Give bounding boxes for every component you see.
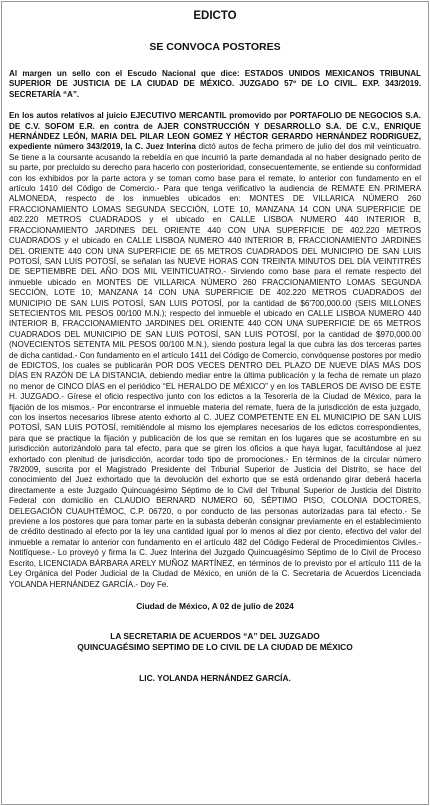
seal-paragraph: Al margen un sello con el Escudo Nacional que dice: ESTADOS UNIDOS MEXICANOS TRIBUNAL SUPERIOR DE JUSTICIA DE LA CIUDAD DE MÉXICO. JUZGADO 57º DE LO CIVIL. EXP. 343/2019. SECRETARÍA “A”. <box>9 69 421 99</box>
signatory-name: LIC. YOLANDA HERNÁNDEZ GARCÍA. <box>139 672 291 683</box>
issue-date: Ciudad de México, A 02 de julio de 2024 <box>136 600 294 611</box>
signature-title-line-1: LA SECRETARIA DE ACUERDOS “A” DEL JUZGADO <box>110 630 320 641</box>
case-parties: En los autos relativos al juicio EJECUTIVO MERCANTIL promovido por PORTAFOLIO DE NEGOCIOS S.A. DE C.V. SOFOM E.R. en contra de AJER CONSTRUCCIÓN Y DESARROLLO S.A. DE C.V., ENRIQUE HERNÁNDEZ LEÓN, MARIA DEL PILAR LEON GOMEZ Y HÉCTOR GERARDO HERNÁNDEZ RODRIGUEZ, expediente número 343/2019, la C. Juez Interina <box>9 111 421 152</box>
page-subtitle: SE CONVOCA POSTORES <box>149 41 281 53</box>
signature-title-line-2: QUINCUAGÉSIMO SEPTIMO DE LO CIVIL DE LA CIUDAD DE MÉXICO <box>77 641 353 652</box>
body-text: dictó autos de fecha primero de julio del dos mil veinticuatro. Se tiene a la coursante acusando la rebeldía en que incurrió la parte demandada al no haber designado perito de su parte, por precluido su derecho para hacerlo con posterioridad, consecuentemente, se entiende su conformidad con los exhibidos por la parte actora y se toman como base para el remate, lo anterior con fundamento en el artículo 1410 del Código de Comercio.- Para que tenga verificativo la audiencia de REMATE EN PRIMERA ALMONEDA, respecto de los inmuebles ubicados en: MONTES DE VILLARICA NÚMERO 260 FRACCIONAMIENTO LOMAS SEGUNDA SECCIÓN, LOTE 10, MANZANA 14 CON UNA SUPERFICIE DE 402.220 METROS CUADRADOS y el ubicado en CALLE LISBOA NUMERO 440 INTERIOR B, FRACCIONAMIENTO JARDINES DEL ORIENTE 440 CON UNA SUPERFICIE DE 402.220 METROS CUADRADOS y el ubicado en CALLE LISBOA NUMERO 440 INTERIOR B, FRACCIONAMIENTO JARDINES DEL ORIENTE 440 CON UNA SUPERFICIE DE 65 METROS CUADRADOS DEL MUNICIPIO DE SAN LUIS POTOSÍ, SAN LUIS POTOSÍ, se señalan las NUEVE HORAS CON TREINTA MINUTOS DEL DÍA VEINTITRÉS DE SEPTIEMBRE DEL AÑO DOS MIL VEINTICUATRO.- Sirviendo como base para el remate respecto del inmueble ubicado en MONTES DE VILLARICA NÚMERO 260 FRACCIONAMIENTO LOMAS SEGUNDA SECCIÓN, LOTE 10, MANZANA 14 CON UNA SUPERFICIE DE 402.220 METROS CUADRADOS del MUNICIPIO DE SAN LUIS POTOSÍ, SAN LUIS POTOSÍ, por la cantidad de $6'700,000.00 (SEIS MILLONES SETECIENTOS MIL PESOS 00/100 M.N.); respecto del inmueble el ubicado en CALLE LISBOA NUMERO 440 INTERIOR B, FRACCIONAMIENTO JARDINES DEL ORIENTE 440 CON UNA SUPERFICIE DE 65 METROS CUADRADOS DEL MUNICIPIO DE SAN LUIS POTOSÍ, SAN LUIS POTOSÍ, por la cantidad de $970,000.00 (NOVECIENTOS SETENTA MIL PESOS 00/100 M.N.), siendo postura legal la que cubra las dos terceras partes de dicha cantidad.- Con fundamento en el artículo 1411 del Código de Comercio, convóquense postores por medio de EDICTOS, los cuales se publicarán POR DOS VECES DENTRO DEL PLAZO DE NUEVE DÍAS MÁS DOS DÍAS EN RAZÓN DE LA DISTANCIA, debiendo mediar entre la última publicación y la fecha de remate un plazo no menor de CINCO DÍAS en el periódico “EL HERALDO DE MÉXICO” y en los TABLEROS DE AVISO DE ESTE H. JUZGADO.- Gírese el oficio respectivo junto con los edictos a la Tesorería de la Ciudad de México, para la fijación de los mismos.- Por encontrarse el inmueble materia del remate, fuera de la jurisdicción de esta juzgado, con los insertos necesarios líbrese atento exhorto al C. JUEZ COMPETENTE EN EL MUNICIPIO DE SAN LUIS POTOSÍ, SAN LUIS POTOSÍ, remitiéndole al mismo los ejemplares necesarios de los edictos correspondientes, para que se practique la fijación y publicación de los que se remitan en los lugares que se acostumbre en su jurisdicción autorizándolo para tal efecto, para que se giren los oficios a que haya lugar, facultándose al juez exhortado con plenitud de jurisdicción, acordar todo tipo de promociones.- En términos de la circular número 78/2009, suscrita por el Magistrado Presidente del Tribunal Superior de Justicia del Distrito, se hace del conocimiento del Juez exhortado que la devolución del exhorto que se está ordenando girar deberá hacerla directamente a este Juzgado Quincuagésimo Séptimo de lo Civil del Tribunal Superior de Justicia del Distrito Federal con domicilio en CLAUDIO BERNARD NUMERO 60, SÉPTIMO PISO, COLONIA DOCTORES, DELEGACIÓN CUAUHTÉMOC, C.P. 06720, o por conducto de las personas autorizadas para tal efecto.- Se previene a los postores que para tomar parte en la subasta deberán consignar previamente en el establecimiento de crédito destinado al efecto por la ley una cantidad igual por lo menos al diez por ciento, efectivo del valor del inmueble a rematar lo anterior con fundamento en el artículo 482 del Código Federal de Procedimientos Civiles.- Notifíquese.- Lo proveyó y firma la C. Juez Interina del Juzgado Quincuagésimo Séptimo de lo Civil de Proceso Escrito, LICENCIADA BÁRBARA ARELY MUÑOZ MARTÍNEZ, en términos de lo previsto por el artículo 111 de la Ley Orgánica del Poder Judicial de la Ciudad de México, en unión de la C. Secretaria de Acuerdos Licenciada YOLANDA HERNÁNDEZ GARCÍA.- Doy Fe. <box>9 142 421 589</box>
page-border <box>1 1 429 805</box>
page-title: EDICTO <box>193 10 237 22</box>
